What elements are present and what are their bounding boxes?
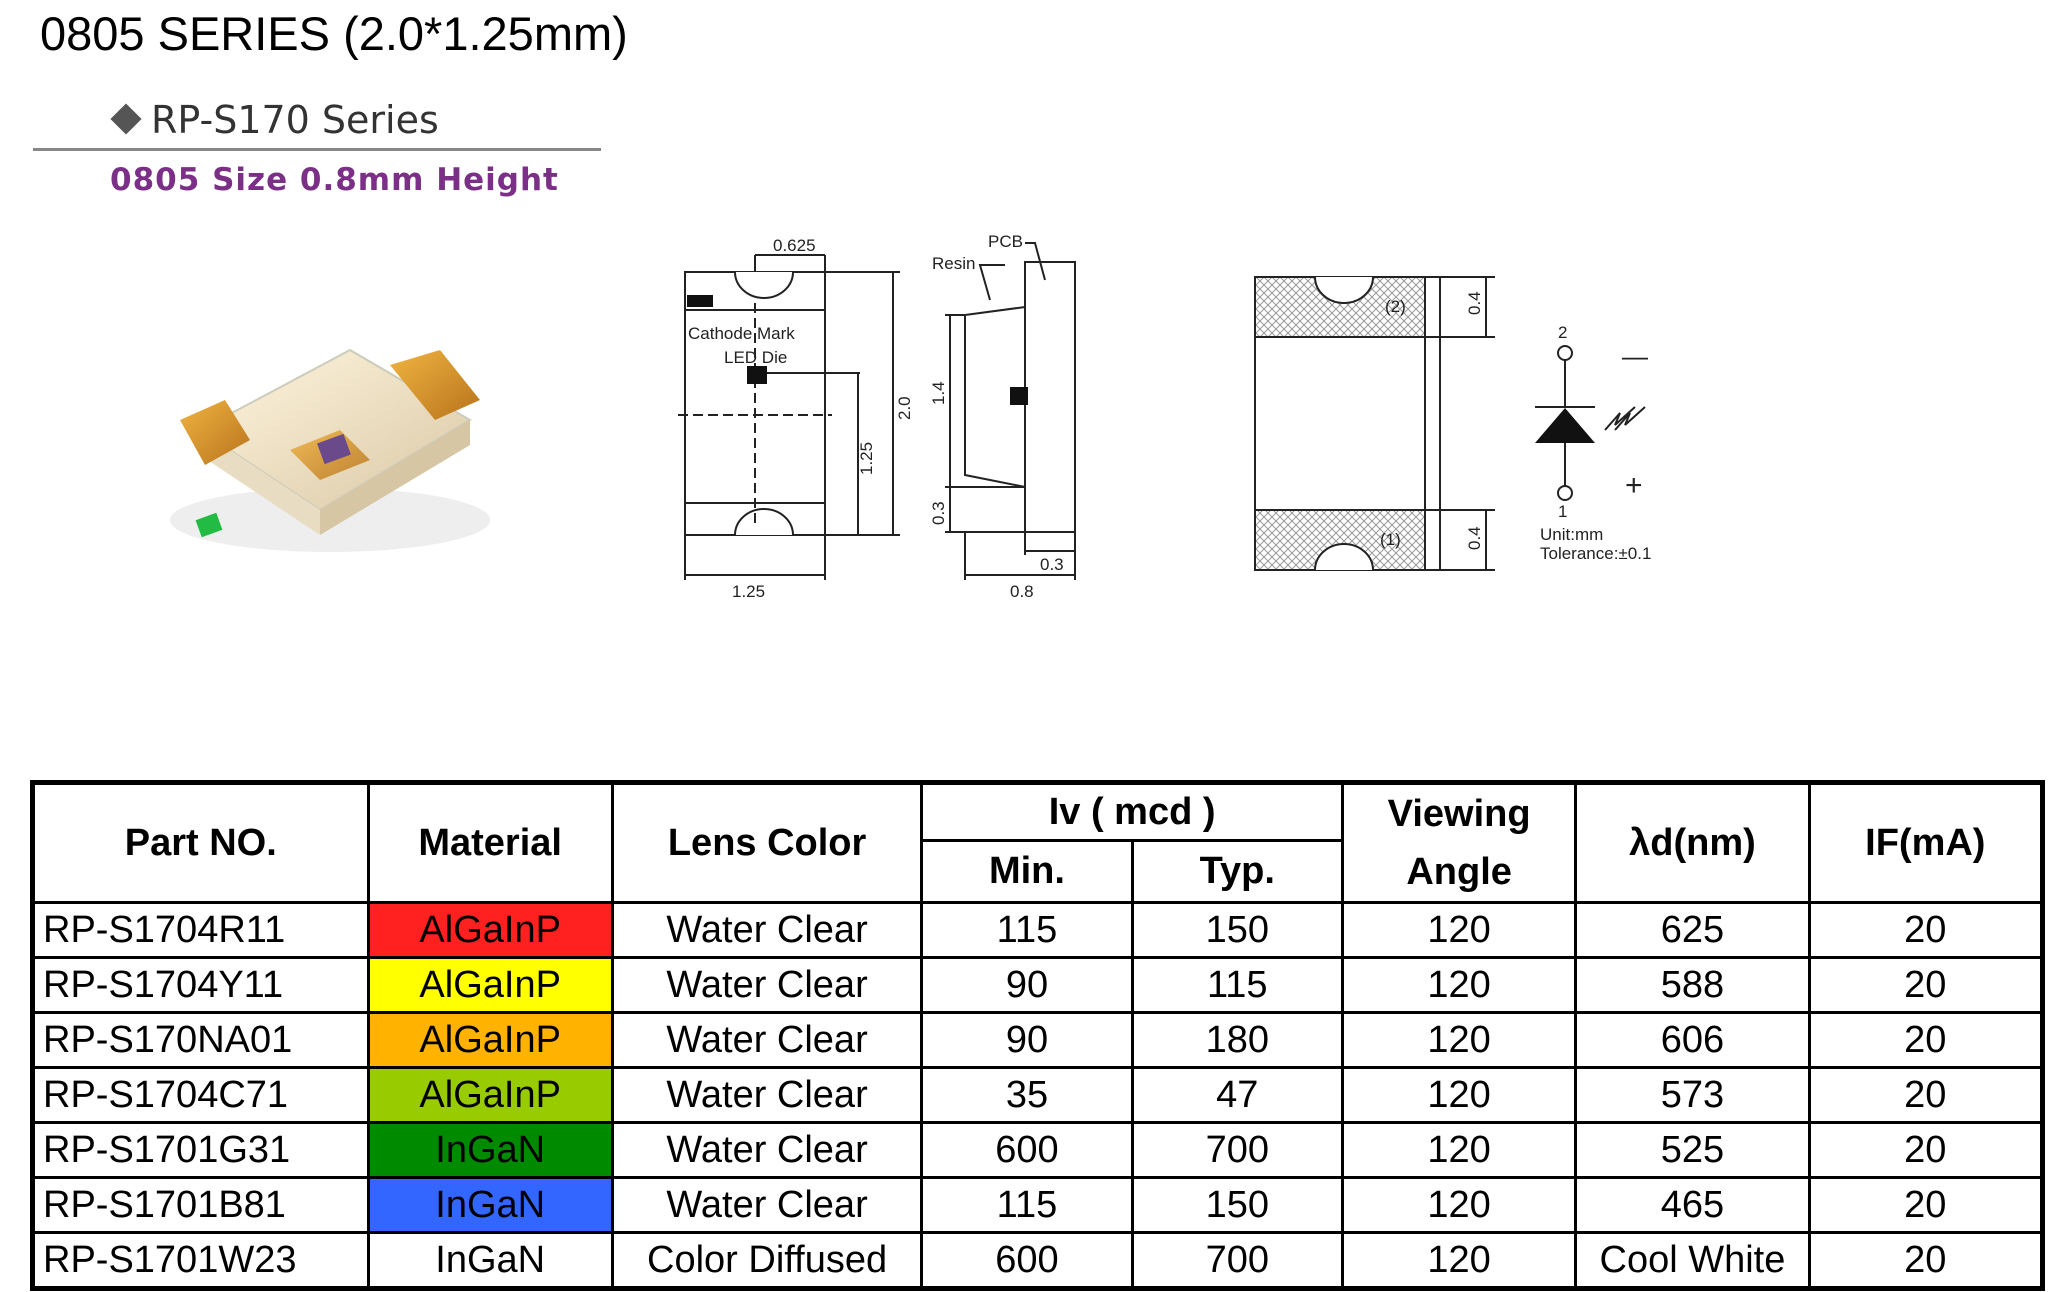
cell-if: 20 — [1809, 1013, 2042, 1068]
dim-08: 0.8 — [1010, 582, 1034, 601]
header-wavelength: λd(nm) — [1576, 783, 1809, 903]
cell-wl: 625 — [1576, 903, 1809, 958]
pcb-label: PCB — [988, 232, 1023, 251]
table-row — [33, 1233, 2043, 1289]
cell-typ: 115 — [1132, 958, 1342, 1013]
cell-wl: 573 — [1576, 1068, 1809, 1123]
cell-min: 90 — [922, 958, 1132, 1013]
cell-lens: Water Clear — [612, 1068, 921, 1123]
cell-material: AlGaInP — [368, 903, 612, 958]
cell-material: AlGaInP — [368, 1068, 612, 1123]
cell-angle: 120 — [1342, 958, 1575, 1013]
pad1-label: (1) — [1380, 530, 1401, 549]
cell-part: RP-S1701W23 — [33, 1233, 369, 1289]
table-row — [33, 958, 2043, 1013]
dim-04a: 0.4 — [1465, 291, 1484, 315]
page-title: 0805 SERIES (2.0*1.25mm) — [40, 7, 628, 60]
cell-min: 600 — [922, 1233, 1132, 1289]
cell-material: InGaN — [368, 1178, 612, 1233]
header-iv-min: Min. — [922, 841, 1132, 903]
resin-label: Resin — [932, 254, 976, 273]
cell-typ: 700 — [1132, 1233, 1342, 1289]
cell-material: InGaN — [368, 1123, 612, 1178]
cell-lens: Water Clear — [612, 1013, 921, 1068]
cell-min: 35 — [922, 1068, 1132, 1123]
table-row — [33, 1178, 2043, 1233]
table-row — [33, 1123, 2043, 1178]
cell-lens: Water Clear — [612, 903, 921, 958]
cell-part: RP-S1704Y11 — [33, 958, 369, 1013]
cell-lens: Color Diffused — [612, 1233, 921, 1289]
cell-part: RP-S1701B81 — [33, 1178, 369, 1233]
cell-lens: Water Clear — [612, 958, 921, 1013]
cell-part: RP-S1704C71 — [33, 1068, 369, 1123]
led-product-photo — [140, 320, 510, 580]
cell-wl: Cool White — [1576, 1233, 1809, 1289]
dim-top: 0.625 — [773, 236, 816, 255]
cell-typ: 180 — [1132, 1013, 1342, 1068]
cell-min: 115 — [922, 903, 1132, 958]
dimension-drawings — [660, 225, 1710, 645]
cell-angle: 120 — [1342, 1178, 1575, 1233]
header-material: Material — [368, 783, 612, 903]
cathode-mark — [687, 295, 713, 307]
header-iv-typ: Typ. — [1132, 841, 1342, 903]
header-if: IF(mA) — [1809, 783, 2042, 903]
pin2-label: 2 — [1558, 323, 1568, 342]
heading-rule — [33, 148, 601, 151]
header-iv: Iv ( mcd ) — [922, 783, 1343, 841]
header-part-no: Part NO. — [33, 783, 369, 903]
cell-angle: 120 — [1342, 1013, 1575, 1068]
cell-if: 20 — [1809, 1123, 2042, 1178]
cathode-mark-label: Cathode Mark — [688, 324, 795, 343]
cell-lens: Water Clear — [612, 1123, 921, 1178]
pin1-label: 1 — [1558, 502, 1568, 521]
cell-part: RP-S170NA01 — [33, 1013, 369, 1068]
dim-04b: 0.4 — [1465, 526, 1484, 550]
diamond-bullet-icon — [110, 103, 141, 134]
dim-14: 1.4 — [929, 381, 948, 405]
cell-angle: 120 — [1342, 903, 1575, 958]
cell-lens: Water Clear — [612, 1178, 921, 1233]
cell-if: 20 — [1809, 1068, 2042, 1123]
cell-if: 20 — [1809, 1233, 2042, 1289]
cell-if: 20 — [1809, 903, 2042, 958]
cell-if: 20 — [1809, 1178, 2042, 1233]
minus-sign: — — [1622, 341, 1648, 371]
cell-typ: 150 — [1132, 1178, 1342, 1233]
cell-typ: 150 — [1132, 903, 1342, 958]
cell-min: 90 — [922, 1013, 1132, 1068]
dim-length: 2.0 — [895, 396, 914, 420]
cell-angle: 120 — [1342, 1233, 1575, 1289]
cell-min: 600 — [922, 1123, 1132, 1178]
cell-angle: 120 — [1342, 1123, 1575, 1178]
header-viewing-angle: Viewing Angle — [1342, 783, 1575, 903]
header-lens-color: Lens Color — [612, 783, 921, 903]
led-die — [747, 366, 767, 384]
table-row — [33, 903, 2043, 958]
cell-part: RP-S1701G31 — [33, 1123, 369, 1178]
spec-table — [30, 780, 2045, 1291]
cell-if: 20 — [1809, 958, 2042, 1013]
cell-wl: 525 — [1576, 1123, 1809, 1178]
cell-wl: 465 — [1576, 1178, 1809, 1233]
led-die-label: LED Die — [724, 348, 788, 367]
cell-part: RP-S1704R11 — [33, 903, 369, 958]
cell-min: 115 — [922, 1178, 1132, 1233]
cell-typ: 47 — [1132, 1068, 1342, 1123]
dim-03h: 0.3 — [1040, 555, 1064, 574]
series-heading — [115, 98, 439, 142]
cell-angle: 120 — [1342, 1068, 1575, 1123]
cell-typ: 700 — [1132, 1123, 1342, 1178]
cell-material: InGaN — [368, 1233, 612, 1289]
cell-material: AlGaInP — [368, 958, 612, 1013]
dim-width: 1.25 — [732, 582, 766, 601]
table-row — [33, 1013, 2043, 1068]
unit-label: Unit:mm — [1540, 525, 1604, 544]
plus-sign: + — [1625, 469, 1643, 502]
pad2-label: (2) — [1385, 297, 1406, 316]
cell-wl: 606 — [1576, 1013, 1809, 1068]
series-name: RP-S170 Series — [151, 98, 439, 142]
dim-125v: 1.25 — [857, 441, 876, 475]
dim-03v: 0.3 — [929, 501, 948, 525]
table-row — [33, 1068, 2043, 1123]
size-note: 0805 Size 0.8mm Height — [110, 162, 559, 198]
cell-material: AlGaInP — [368, 1013, 612, 1068]
cell-wl: 588 — [1576, 958, 1809, 1013]
tolerance-label: Tolerance:±0.1 — [1540, 544, 1652, 563]
